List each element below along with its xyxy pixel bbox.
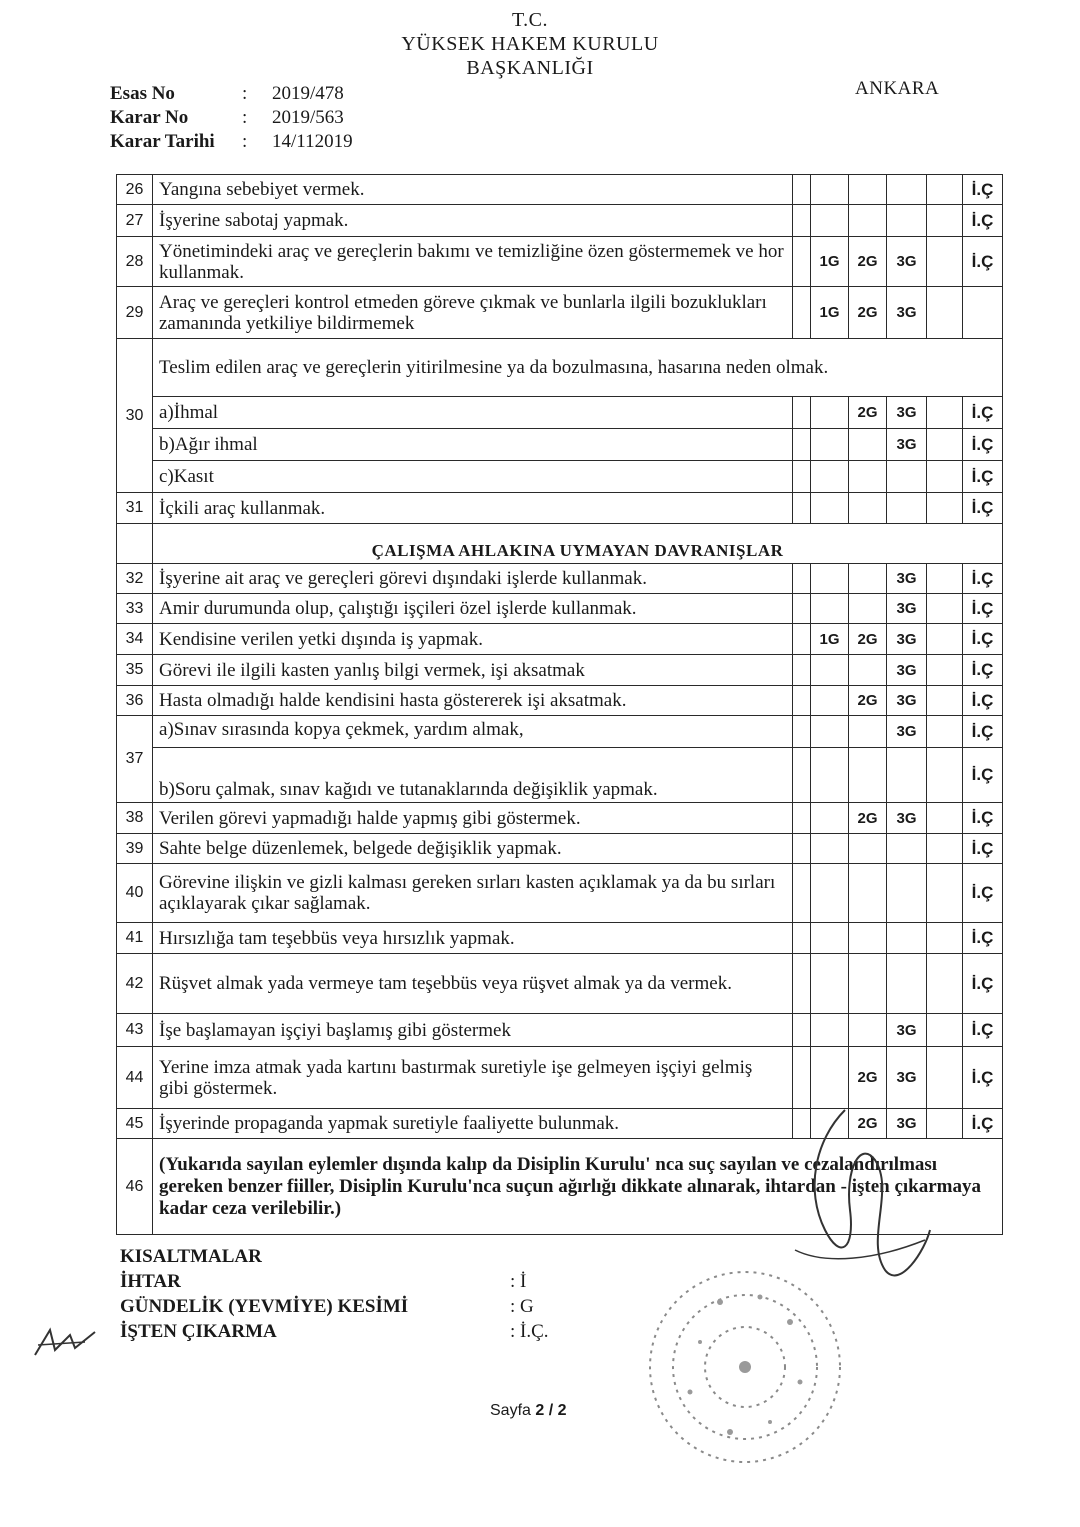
row-number: 42: [117, 954, 153, 1014]
section-title: ÇALIŞMA AHLAKINA UYMAYAN DAVRANIŞLAR: [153, 524, 1003, 564]
initial-mark-icon: [30, 1320, 100, 1365]
blank-cell: [793, 1014, 811, 1047]
table-row: [117, 175, 1003, 205]
blank-cell: [793, 461, 811, 493]
row-number: 28: [117, 237, 153, 287]
penalty-2g: [849, 1014, 887, 1047]
table-row: [117, 655, 1003, 686]
abbreviation-label: İŞTEN ÇIKARMA: [120, 1321, 277, 1342]
blank-cell: [927, 864, 963, 923]
penalty-ic: İ.Ç: [963, 175, 1003, 205]
penalty-3g: [887, 834, 927, 864]
blank-cell: [927, 564, 963, 594]
blank-cell: [793, 686, 811, 716]
penalty-ic: İ.Ç: [963, 237, 1003, 287]
row-description: İşyerine sabotaj yapmak.: [153, 205, 793, 237]
table-row: [117, 803, 1003, 834]
blank-cell: [793, 954, 811, 1014]
table-row: [117, 1014, 1003, 1047]
blank-cell: [927, 493, 963, 524]
meta-label: Esas No: [110, 83, 175, 104]
blank-cell: [927, 461, 963, 493]
row-number: 32: [117, 564, 153, 594]
penalty-2g: [849, 493, 887, 524]
blank-cell: [927, 803, 963, 834]
row-number: 36: [117, 686, 153, 716]
row-number: 26: [117, 175, 153, 205]
blank-cell: [927, 237, 963, 287]
row-description: İçkili araç kullanmak.: [153, 493, 793, 524]
penalty-ic: İ.Ç: [963, 803, 1003, 834]
penalty-2g: [849, 655, 887, 686]
row-description: Sahte belge düzenlemek, belgede değişiklik yapmak.: [153, 834, 793, 864]
blank-cell: [927, 923, 963, 954]
penalty-3g: 3G: [887, 594, 927, 624]
penalty-2g: [849, 461, 887, 493]
blank-cell: [849, 748, 887, 803]
blank-cell: [927, 655, 963, 686]
penalty-2g: [849, 175, 887, 205]
page-number: [490, 1402, 567, 1420]
penalty-3g: 3G: [887, 655, 927, 686]
penalty-2g: [849, 594, 887, 624]
table-subrow: [117, 748, 1003, 803]
meta-row-tarih: [110, 130, 353, 154]
blank-cell: [793, 716, 811, 748]
row-description: Görevi ile ilgili kasten yanlış bilgi vermek, işi aksatmak: [153, 655, 793, 686]
abbreviation-value: : İ: [510, 1271, 527, 1292]
penalty-1g: [811, 923, 849, 954]
row-description: Kendisine verilen yetki dışında iş yapmak.: [153, 624, 793, 655]
case-meta: [110, 82, 353, 154]
blank-cell: [811, 716, 849, 748]
blank-cell: [849, 716, 887, 748]
blank-cell: [793, 624, 811, 655]
table-row: [117, 564, 1003, 594]
penalty-1g: [811, 564, 849, 594]
row-description: Araç ve gereçleri kontrol etmeden göreve çıkmak ve bunlarla ilgili bozuklukları zamanında yetkiliye bildirmemek: [153, 287, 793, 339]
penalty-1g: 1G: [811, 287, 849, 339]
abbreviation-value: : G: [510, 1296, 534, 1317]
row-number: 39: [117, 834, 153, 864]
header-line-institution: YÜKSEK HAKEM KURULU: [401, 33, 659, 55]
document-header: [380, 8, 680, 80]
penalty-ic: İ.Ç: [963, 716, 1003, 748]
penalty-ic: İ.Ç: [963, 1109, 1003, 1139]
penalty-ic: İ.Ç: [963, 864, 1003, 923]
penalty-ic: İ.Ç: [963, 461, 1003, 493]
blank-cell: [927, 748, 963, 803]
meta-value: 2019/563: [272, 107, 344, 128]
row-number: 33: [117, 594, 153, 624]
penalty-3g: 3G: [887, 624, 927, 655]
row-description: Verilen görevi yapmadığı halde yapmış gibi göstermek.: [153, 803, 793, 834]
penalty-3g: [887, 205, 927, 237]
abbreviation-row: [120, 1319, 549, 1344]
table-row: [117, 686, 1003, 716]
blank-cell: [927, 834, 963, 864]
blank-cell: [793, 205, 811, 237]
penalty-3g: 3G: [887, 716, 927, 748]
row-number: 43: [117, 1014, 153, 1047]
table-row: [117, 339, 1003, 397]
penalty-ic: İ.Ç: [963, 1047, 1003, 1109]
blank-cell: [927, 594, 963, 624]
table-row: [117, 954, 1003, 1014]
abbreviations-block: [120, 1244, 549, 1344]
blank-cell: [811, 748, 849, 803]
row-description: Teslim edilen araç ve gereçlerin yitirilmesine ya da bozulmasına, hasarına neden olmak.: [153, 339, 1003, 397]
row-description: Rüşvet almak yada vermeye tam teşebbüs veya rüşvet almak ya da vermek.: [153, 954, 793, 1014]
meta-colon: :: [242, 131, 248, 152]
blank-cell: [793, 748, 811, 803]
table-row: [117, 624, 1003, 655]
penalty-1g: [811, 205, 849, 237]
blank-cell: [793, 175, 811, 205]
row-description: Yerine imza atmak yada kartını bastırmak suretiyle işe gelmeyen işçiyi gelmiş gibi göstermek.: [153, 1047, 793, 1109]
row-number: 27: [117, 205, 153, 237]
penalty-ic: İ.Ç: [963, 954, 1003, 1014]
penalty-3g: 3G: [887, 803, 927, 834]
penalty-ic: İ.Ç: [963, 1014, 1003, 1047]
penalty-1g: [811, 461, 849, 493]
penalty-2g: 2G: [849, 1047, 887, 1109]
penalty-3g: [887, 954, 927, 1014]
penalty-2g: 2G: [849, 397, 887, 429]
section-row: [117, 524, 1003, 564]
row-description: İşyerine ait araç ve gereçleri görevi dışındaki işlerde kullanmak.: [153, 564, 793, 594]
blank-cell: [793, 803, 811, 834]
penalty-3g: 3G: [887, 429, 927, 461]
row-description: Yangına sebebiyet vermek.: [153, 175, 793, 205]
row-description: Yönetimindeki araç ve gereçlerin bakımı ve temizliğine özen göstermemek ve hor kullanmak.: [153, 237, 793, 287]
row-number: 45: [117, 1109, 153, 1139]
row-number: 46: [117, 1139, 153, 1235]
table-subrow: [117, 397, 1003, 429]
table-subrow: [117, 429, 1003, 461]
subrow-description: c)Kasıt: [153, 461, 793, 493]
penalty-3g: 3G: [887, 564, 927, 594]
city-label: ANKARA: [855, 78, 940, 99]
row-number: 29: [117, 287, 153, 339]
meta-row-esas: [110, 82, 353, 106]
closing-note: (Yukarıda sayılan eylemler dışında kalıp da Disiplin Kurulu' nca suç sayılan ve cezalandırılması gereken benzer fiiller, Disiplin Kurulu'nca suçun ağırlığı dikkate alınarak, ihtardan - işten çıkarmaya kadar ceza verilebilir.): [153, 1139, 1003, 1235]
penalty-2g: 2G: [849, 1109, 887, 1139]
penalty-ic: İ.Ç: [963, 594, 1003, 624]
penalty-2g: 2G: [849, 237, 887, 287]
meta-value: 2019/478: [272, 83, 344, 104]
row-number: 37: [117, 716, 153, 803]
penalty-ic: İ.Ç: [963, 205, 1003, 237]
blank-cell: [927, 287, 963, 339]
penalty-3g: [887, 461, 927, 493]
blank-cell: [927, 205, 963, 237]
row-number: 35: [117, 655, 153, 686]
meta-label: Karar Tarihi: [110, 131, 215, 152]
abbreviation-label: İHTAR: [120, 1271, 181, 1292]
blank-cell: [793, 923, 811, 954]
penalty-2g: [849, 429, 887, 461]
penalty-1g: 1G: [811, 624, 849, 655]
row-number: 34: [117, 624, 153, 655]
penalty-2g: [849, 864, 887, 923]
penalty-1g: [811, 397, 849, 429]
table-row: [117, 864, 1003, 923]
subrow-description: a)İhmal: [153, 397, 793, 429]
table-row: [117, 237, 1003, 287]
meta-colon: :: [242, 83, 248, 104]
penalty-1g: [811, 864, 849, 923]
table-row: [117, 205, 1003, 237]
abbreviation-row: [120, 1294, 549, 1319]
blank-cell: [927, 397, 963, 429]
penalty-2g: 2G: [849, 624, 887, 655]
row-number: 31: [117, 493, 153, 524]
penalty-ic: İ.Ç: [963, 564, 1003, 594]
table-row: [117, 287, 1003, 339]
table-row: [117, 493, 1003, 524]
penalty-2g: [849, 923, 887, 954]
header-line-department: BAŞKANLIĞI: [466, 57, 594, 79]
abbreviation-value: : İ.Ç.: [510, 1321, 549, 1342]
penalty-1g: [811, 1014, 849, 1047]
penalty-1g: [811, 954, 849, 1014]
row-description: a)Sınav sırasında kopya çekmek, yardım almak,: [153, 716, 793, 748]
penalty-1g: [811, 803, 849, 834]
penalty-ic: İ.Ç: [963, 655, 1003, 686]
table-row: [117, 834, 1003, 864]
penalty-2g: [849, 834, 887, 864]
blank-cell: [793, 397, 811, 429]
blank-cell: [927, 716, 963, 748]
row-description: İşyerinde propaganda yapmak suretiyle faaliyette bulunmak.: [153, 1109, 793, 1139]
penalty-ic: İ.Ç: [963, 624, 1003, 655]
signature-icon: [785, 1100, 935, 1300]
blank-cell: [793, 655, 811, 686]
row-number: 44: [117, 1047, 153, 1109]
blank-cell: [793, 429, 811, 461]
penalty-ic: İ.Ç: [963, 834, 1003, 864]
penalty-1g: [811, 175, 849, 205]
penalty-1g: [811, 655, 849, 686]
penalty-1g: [811, 429, 849, 461]
penalty-3g: [887, 493, 927, 524]
row-description: Hırsızlığa tam teşebbüs veya hırsızlık yapmak.: [153, 923, 793, 954]
table-row: [117, 594, 1003, 624]
penalty-1g: [811, 686, 849, 716]
table-subrow: [117, 461, 1003, 493]
penalty-ic: İ.Ç: [963, 686, 1003, 716]
meta-value: 14/112019: [272, 131, 353, 152]
penalty-3g: [887, 923, 927, 954]
penalty-1g: 1G: [811, 237, 849, 287]
blank-cell: [927, 175, 963, 205]
row-number: 30: [117, 339, 153, 493]
blank-cell: [793, 237, 811, 287]
penalty-2g: [849, 954, 887, 1014]
page-label: Sayfa: [490, 1402, 531, 1419]
row-number: 38: [117, 803, 153, 834]
penalty-3g: 3G: [887, 237, 927, 287]
blank-cell: [793, 564, 811, 594]
penalty-ic: İ.Ç: [963, 923, 1003, 954]
penalty-1g: [811, 493, 849, 524]
penalty-3g: 3G: [887, 287, 927, 339]
blank-cell: [927, 686, 963, 716]
penalty-table: [116, 174, 1003, 1235]
penalty-1g: [811, 594, 849, 624]
table-row: [117, 923, 1003, 954]
abbreviations-title: KISALTMALAR: [120, 1246, 262, 1267]
meta-row-karar: [110, 106, 353, 130]
blank-cell: [887, 748, 927, 803]
row-description: İşe başlamayan işçiyi başlamış gibi göstermek: [153, 1014, 793, 1047]
blank-cell: [117, 524, 153, 564]
meta-colon: :: [242, 107, 248, 128]
penalty-2g: [849, 564, 887, 594]
penalty-2g: 2G: [849, 287, 887, 339]
penalty-3g: [887, 175, 927, 205]
penalty-3g: 3G: [887, 397, 927, 429]
penalty-ic: [963, 287, 1003, 339]
penalty-3g: [887, 864, 927, 923]
abbreviation-label: GÜNDELİK (YEVMİYE) KESİMİ: [120, 1296, 409, 1317]
blank-cell: [793, 493, 811, 524]
penalty-3g: 3G: [887, 686, 927, 716]
penalty-2g: 2G: [849, 686, 887, 716]
subrow-description: b)Soru çalmak, sınav kağıdı ve tutanaklarında değişiklik yapmak.: [153, 748, 793, 803]
blank-cell: [927, 624, 963, 655]
penalty-3g: 3G: [887, 1047, 927, 1109]
header-line-tc: T.C.: [511, 9, 549, 31]
penalty-1g: [811, 834, 849, 864]
abbreviation-row: [120, 1269, 549, 1294]
blank-cell: [927, 1014, 963, 1047]
penalty-2g: 2G: [849, 803, 887, 834]
penalty-ic: İ.Ç: [963, 429, 1003, 461]
penalty-ic: İ.Ç: [963, 748, 1003, 803]
blank-cell: [793, 287, 811, 339]
penalty-2g: [849, 205, 887, 237]
penalty-ic: İ.Ç: [963, 397, 1003, 429]
subrow-description: b)Ağır ihmal: [153, 429, 793, 461]
penalty-3g: 3G: [887, 1109, 927, 1139]
blank-cell: [793, 864, 811, 923]
page-separator: /: [548, 1402, 554, 1419]
row-number: 41: [117, 923, 153, 954]
row-number: 40: [117, 864, 153, 923]
penalty-ic: İ.Ç: [963, 493, 1003, 524]
meta-label: Karar No: [110, 107, 189, 128]
row-description: Hasta olmadığı halde kendisini hasta göstererek işi aksatmak.: [153, 686, 793, 716]
blank-cell: [927, 954, 963, 1014]
blank-cell: [793, 834, 811, 864]
table-row: [117, 716, 1003, 748]
blank-cell: [793, 594, 811, 624]
row-description: Görevine ilişkin ve gizli kalması gereken sırları kasten açıklamak ya da bu sırları açıklayarak çıkar sağlamak.: [153, 864, 793, 923]
row-description: Amir durumunda olup, çalıştığı işçileri özel işlerde kullanmak.: [153, 594, 793, 624]
page-current: 2: [535, 1402, 545, 1419]
blank-cell: [927, 429, 963, 461]
page-total: 2: [557, 1402, 567, 1419]
penalty-3g: 3G: [887, 1014, 927, 1047]
